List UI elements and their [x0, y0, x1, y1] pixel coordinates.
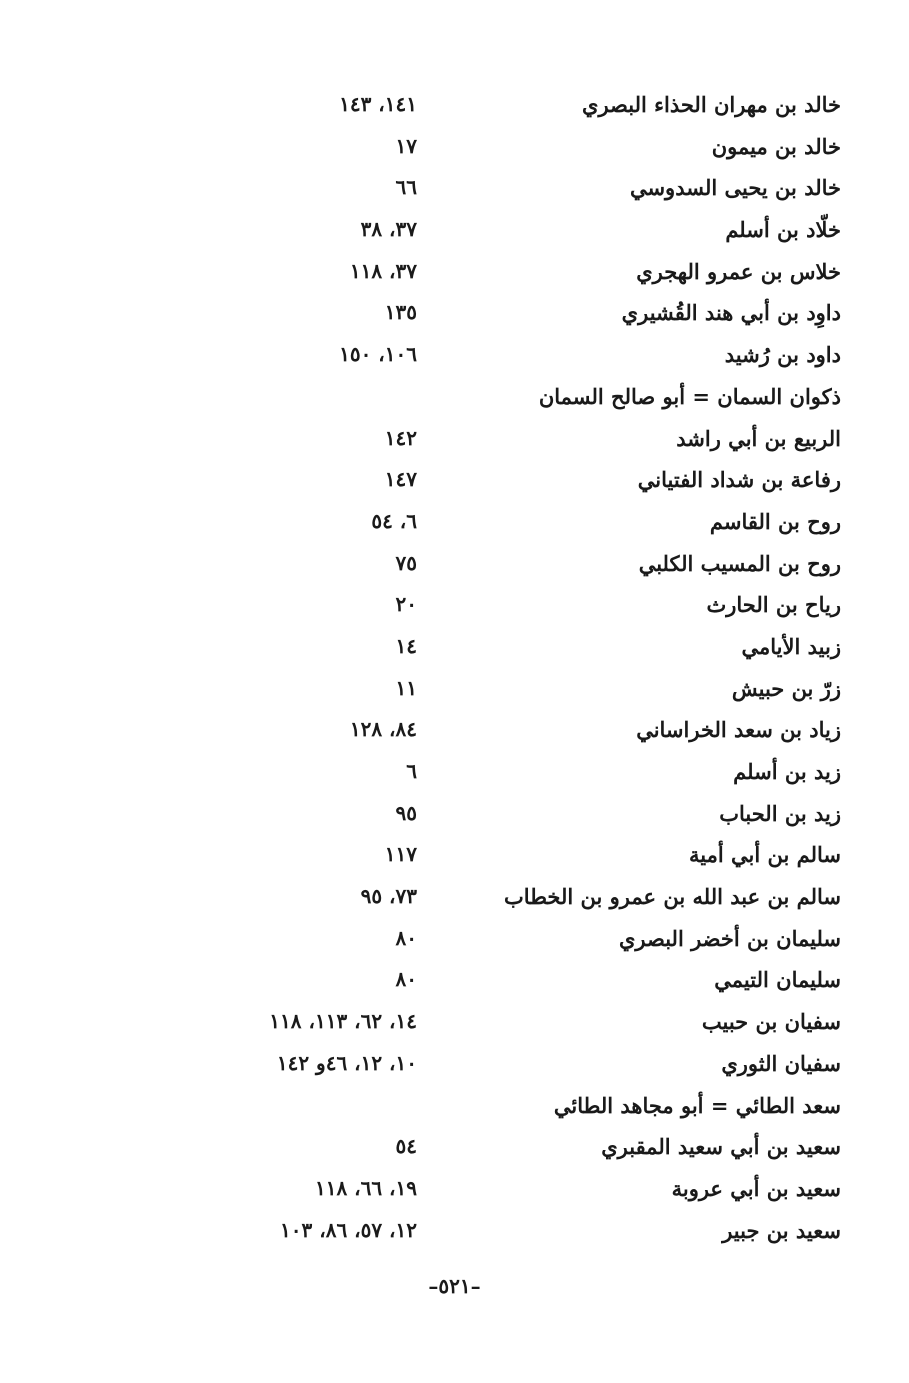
index-entry [0, 1168, 909, 1210]
page-references: ١٩، ٦٦، ١١٨ [314, 1175, 417, 1200]
index-entry [0, 292, 909, 334]
narrator-name: زبيد الأيامي [741, 633, 841, 659]
index-entry [0, 418, 909, 460]
page-references: ١٤ [395, 633, 417, 658]
index-entry [0, 626, 909, 668]
narrator-name: سالم بن عبد الله بن عمرو بن الخطاب [504, 884, 841, 910]
narrator-name: زيد بن الحباب [719, 800, 841, 826]
narrator-name: زرّ بن حبيش [731, 675, 841, 701]
index-entry [0, 751, 909, 793]
index-entry [0, 1085, 909, 1127]
page-references: ١٧ [395, 133, 417, 158]
index-entry [0, 167, 909, 209]
page-references: ١٤٢ [384, 425, 417, 450]
narrator-name: سعيد بن جبير [722, 1217, 841, 1243]
page-references: ٦ [406, 759, 417, 783]
page-references [97, 1085, 417, 1127]
page-references: ١٤١، ١٤٣ [339, 92, 417, 116]
narrator-name: الربيع بن أبي راشد [676, 425, 841, 451]
index-entry [0, 84, 909, 126]
index-entry [0, 793, 909, 835]
narrator-name: سليمان التيمي [714, 967, 841, 993]
page-references: ١٣٥ [384, 300, 417, 325]
narrator-name: سعيد بن أبي عروبة [671, 1175, 841, 1201]
index-entry [0, 918, 909, 960]
index-entry [0, 959, 909, 1001]
narrator-name: خلاس بن عمرو الهجري [636, 258, 841, 284]
page-references: ٧٣، ٩٥ [360, 884, 417, 909]
narrator-name: سليمان بن أخضر البصري [618, 925, 841, 951]
narrator-name: سفيان بن حبيب [701, 1009, 841, 1035]
page-references: ٨٠ [395, 967, 417, 992]
index-entry [0, 334, 909, 376]
page-references: ٣٧، ١١٨ [349, 258, 417, 283]
page-references: ١٤٧ [384, 467, 417, 492]
narrator-name: زياد بن سعد الخراساني [636, 717, 841, 743]
page-references: ١١ [395, 675, 417, 700]
narrator-name: سالم بن أبي أمية [689, 842, 841, 868]
index-entry [0, 209, 909, 251]
page-references: ١٤، ٦٢، ١١٣، ١١٨ [269, 1009, 417, 1034]
index-entry [0, 251, 909, 293]
page-references: ٩٥ [395, 800, 417, 825]
page-references [97, 376, 417, 418]
narrator-name: روح بن القاسم [709, 508, 841, 534]
page-references: ٥٤ [395, 1134, 417, 1159]
index-entry [0, 1126, 909, 1168]
page-number: –٥٢١– [428, 1274, 481, 1298]
index-entry [0, 1001, 909, 1043]
narrator-name: سعيد بن أبي سعيد المقبري [601, 1134, 841, 1160]
index-entry [0, 1043, 909, 1085]
index-entry [0, 543, 909, 585]
index-entry [0, 876, 909, 918]
narrator-name: خالد بن يحيى السدوسي [629, 175, 841, 201]
page-references: ١١٧ [384, 842, 417, 867]
narrator-name: زيد بن أسلم [733, 759, 841, 784]
narrator-name: سفيان الثوري [721, 1050, 841, 1076]
narrator-name: ذكوان السمان = أبو صالح السمان [538, 383, 841, 409]
index-entry [0, 668, 909, 710]
page-references: ٨٠ [395, 925, 417, 950]
narrator-name: رياح بن الحارث [706, 592, 841, 618]
index-entry [0, 1210, 909, 1252]
narrator-name: روح بن المسيب الكلبي [638, 550, 841, 576]
page-references: ٧٥ [395, 550, 417, 575]
narrator-name: داود بن رُشيد [724, 342, 841, 368]
index-entry [0, 376, 909, 418]
page-references: ٢٠ [395, 592, 417, 617]
narrator-name: خالد بن ميمون [711, 133, 841, 159]
narrator-name: خلّاد بن أسلم [725, 217, 841, 243]
narrator-name: رفاعة بن شداد الفتياني [637, 467, 841, 493]
page-references: ٣٧، ٣٨ [360, 217, 417, 242]
narrator-name: خالد بن مهران الحذاء البصري [582, 92, 841, 117]
index-entry [0, 126, 909, 168]
narrator-name: سعد الطائي = أبو مجاهد الطائي [553, 1092, 841, 1118]
page-references: ١٠٦، ١٥٠ [339, 342, 417, 367]
narrator-name: داوِد بن أبي هند القُشيري [621, 300, 841, 326]
index-list [0, 84, 909, 1251]
index-entry [0, 459, 909, 501]
index-entry [0, 501, 909, 543]
page-references: ٦٦ [395, 175, 417, 200]
page-references: ١٢، ٥٧، ٨٦، ١٠٣ [280, 1217, 417, 1242]
index-entry [0, 834, 909, 876]
page-references: ١٠، ١٢، ٤٦و ١٤٢ [276, 1050, 417, 1075]
page-references: ٦، ٥٤ [371, 508, 417, 533]
index-entry [0, 709, 909, 751]
index-entry [0, 584, 909, 626]
page-references: ٨٤، ١٢٨ [349, 717, 417, 742]
